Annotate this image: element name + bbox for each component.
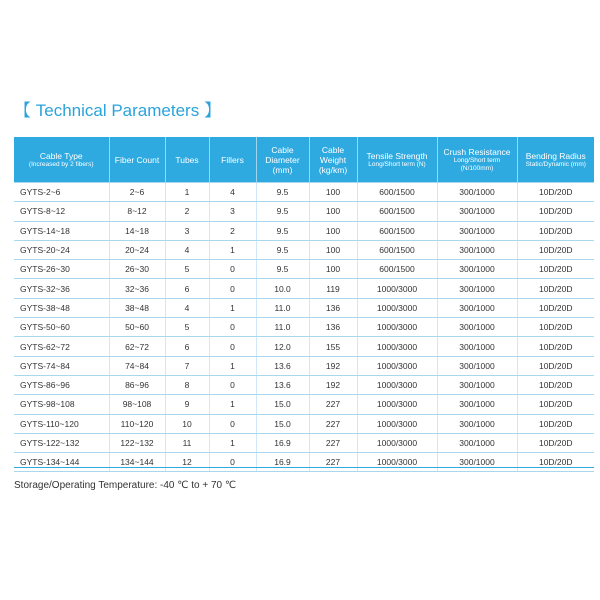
table-row — [14, 183, 594, 202]
cell-cable-weight: 100 — [309, 221, 357, 240]
cell-cable-type: GYTS-74~84 — [14, 356, 109, 375]
cell-cable-weight: 100 — [309, 240, 357, 259]
cell-cable-weight: 136 — [309, 318, 357, 337]
cell-cable-weight: 227 — [309, 453, 357, 472]
cell-cable-diameter: 16.9 — [256, 453, 309, 472]
cell-fiber-count: 20~24 — [109, 240, 165, 259]
header-label: Bending Radius — [525, 150, 586, 161]
table-row — [14, 414, 594, 433]
cell-bending-radius: 10D/20D — [517, 375, 594, 394]
cell-tubes: 4 — [165, 240, 209, 259]
cell-cable-weight: 100 — [309, 183, 357, 202]
header-label: Tubes — [175, 154, 199, 165]
cell-crush-resistance: 300/1000 — [437, 453, 517, 472]
cell-cable-diameter: 9.5 — [256, 221, 309, 240]
cell-fillers: 2 — [209, 221, 256, 240]
cell-tensile-strength: 1000/3000 — [357, 279, 437, 298]
header-cable-type — [14, 137, 109, 183]
cell-fillers: 0 — [209, 453, 256, 472]
table-row — [14, 375, 594, 394]
cell-bending-radius: 10D/20D — [517, 183, 594, 202]
header-tensile-strength — [357, 137, 437, 183]
cell-tensile-strength: 1000/3000 — [357, 298, 437, 317]
table-row — [14, 395, 594, 414]
cell-bending-radius: 10D/20D — [517, 298, 594, 317]
header-label: Cable Weight (kg/km) — [318, 144, 348, 175]
cell-cable-diameter: 11.0 — [256, 318, 309, 337]
cell-cable-type: GYTS-2~6 — [14, 183, 109, 202]
title-open-bracket: 【 — [14, 101, 31, 120]
cell-tensile-strength: 1000/3000 — [357, 395, 437, 414]
cell-cable-diameter: 9.5 — [256, 240, 309, 259]
table-row — [14, 240, 594, 259]
cell-fillers: 1 — [209, 240, 256, 259]
cell-tensile-strength: 600/1500 — [357, 221, 437, 240]
cell-cable-diameter: 9.5 — [256, 183, 309, 202]
cell-bending-radius: 10D/20D — [517, 433, 594, 452]
header-tubes — [165, 137, 209, 183]
header-sublabel: Long/Short term (N/100mm) — [453, 156, 501, 172]
table-row — [14, 260, 594, 279]
cell-tensile-strength: 1000/3000 — [357, 414, 437, 433]
table-header-row — [14, 137, 594, 183]
cell-bending-radius: 10D/20D — [517, 318, 594, 337]
cell-cable-weight: 192 — [309, 356, 357, 375]
table-row — [14, 453, 594, 472]
cell-fillers: 0 — [209, 375, 256, 394]
cell-tensile-strength: 600/1500 — [357, 183, 437, 202]
cell-tensile-strength: 1000/3000 — [357, 433, 437, 452]
cell-fillers: 0 — [209, 279, 256, 298]
cell-tensile-strength: 1000/3000 — [357, 453, 437, 472]
table-body — [14, 183, 594, 472]
cell-fillers: 0 — [209, 414, 256, 433]
cell-tubes: 6 — [165, 337, 209, 356]
cell-fiber-count: 38~48 — [109, 298, 165, 317]
header-label: Fiber Count — [114, 154, 160, 165]
cell-cable-diameter: 9.5 — [256, 260, 309, 279]
cell-crush-resistance: 300/1000 — [437, 202, 517, 221]
cell-fiber-count: 14~18 — [109, 221, 165, 240]
header-label: Crush Resistance — [443, 146, 511, 157]
cell-bending-radius: 10D/20D — [517, 395, 594, 414]
header-label: Cable Diameter (mm) — [265, 144, 300, 175]
cell-tubes: 7 — [165, 356, 209, 375]
cell-cable-diameter: 13.6 — [256, 375, 309, 394]
cell-bending-radius: 10D/20D — [517, 414, 594, 433]
cell-cable-type: GYTS-98~108 — [14, 395, 109, 414]
table-row — [14, 221, 594, 240]
footer-divider — [14, 467, 594, 468]
cell-crush-resistance: 300/1000 — [437, 298, 517, 317]
header-sublabel: Long/Short term (N) — [368, 160, 426, 168]
cell-bending-radius: 10D/20D — [517, 453, 594, 472]
cell-cable-diameter: 13.6 — [256, 356, 309, 375]
cell-fiber-count: 134~144 — [109, 453, 165, 472]
table-row — [14, 298, 594, 317]
cell-cable-weight: 119 — [309, 279, 357, 298]
cell-cable-type: GYTS-38~48 — [14, 298, 109, 317]
title-close-bracket: 】 — [203, 101, 221, 120]
cell-cable-weight: 227 — [309, 433, 357, 452]
cell-crush-resistance: 300/1000 — [437, 318, 517, 337]
cell-cable-type: GYTS-20~24 — [14, 240, 109, 259]
table-row — [14, 279, 594, 298]
cell-tubes: 9 — [165, 395, 209, 414]
cell-cable-type: GYTS-8~12 — [14, 202, 109, 221]
cell-fiber-count: 110~120 — [109, 414, 165, 433]
cell-cable-diameter: 10.0 — [256, 279, 309, 298]
cell-tubes: 4 — [165, 298, 209, 317]
cell-fillers: 3 — [209, 202, 256, 221]
cell-cable-weight: 100 — [309, 260, 357, 279]
technical-parameters-table-wrap — [14, 137, 594, 472]
cell-cable-type: GYTS-32~36 — [14, 279, 109, 298]
cell-bending-radius: 10D/20D — [517, 202, 594, 221]
cell-bending-radius: 10D/20D — [517, 356, 594, 375]
cell-crush-resistance: 300/1000 — [437, 395, 517, 414]
title-text: Technical Parameters — [35, 101, 200, 120]
header-cable-weight — [309, 137, 357, 183]
cell-tensile-strength: 1000/3000 — [357, 318, 437, 337]
cell-fillers: 1 — [209, 433, 256, 452]
cell-cable-type: GYTS-110~120 — [14, 414, 109, 433]
cell-cable-type: GYTS-14~18 — [14, 221, 109, 240]
cell-crush-resistance: 300/1000 — [437, 279, 517, 298]
cell-tubes: 1 — [165, 183, 209, 202]
cell-tensile-strength: 1000/3000 — [357, 375, 437, 394]
cell-crush-resistance: 300/1000 — [437, 375, 517, 394]
cell-cable-diameter: 9.5 — [256, 202, 309, 221]
cell-tensile-strength: 600/1500 — [357, 202, 437, 221]
cell-tubes: 3 — [165, 221, 209, 240]
table-row — [14, 356, 594, 375]
cell-cable-weight: 227 — [309, 395, 357, 414]
cell-cable-weight: 136 — [309, 298, 357, 317]
cell-bending-radius: 10D/20D — [517, 260, 594, 279]
cell-cable-type: GYTS-50~60 — [14, 318, 109, 337]
cell-cable-type: GYTS-26~30 — [14, 260, 109, 279]
cell-cable-weight: 227 — [309, 414, 357, 433]
cell-tubes: 8 — [165, 375, 209, 394]
cell-tubes: 5 — [165, 260, 209, 279]
header-label: Tensile Strength — [366, 150, 428, 161]
cell-tubes: 11 — [165, 433, 209, 452]
header-fiber-count — [109, 137, 165, 183]
cell-crush-resistance: 300/1000 — [437, 260, 517, 279]
cell-crush-resistance: 300/1000 — [437, 221, 517, 240]
cell-cable-diameter: 12.0 — [256, 337, 309, 356]
cell-bending-radius: 10D/20D — [517, 279, 594, 298]
cell-fillers: 1 — [209, 298, 256, 317]
table-row — [14, 433, 594, 452]
cell-cable-diameter: 15.0 — [256, 414, 309, 433]
cell-fillers: 0 — [209, 260, 256, 279]
cell-tensile-strength: 1000/3000 — [357, 337, 437, 356]
header-sublabel: (Increased by 2 fibers) — [28, 160, 94, 168]
cell-tensile-strength: 1000/3000 — [357, 356, 437, 375]
header-bending-radius — [517, 137, 594, 183]
storage-temperature-note: Storage/Operating Temperature: -40 ℃ to + 70 ℃ — [14, 480, 237, 491]
header-fillers — [209, 137, 256, 183]
table-row — [14, 318, 594, 337]
cell-fiber-count: 32~36 — [109, 279, 165, 298]
header-cable-diameter — [256, 137, 309, 183]
cell-bending-radius: 10D/20D — [517, 240, 594, 259]
cell-fiber-count: 74~84 — [109, 356, 165, 375]
cell-fiber-count: 98~108 — [109, 395, 165, 414]
page-title — [14, 96, 221, 121]
cell-bending-radius: 10D/20D — [517, 221, 594, 240]
cell-crush-resistance: 300/1000 — [437, 414, 517, 433]
cell-fillers: 0 — [209, 337, 256, 356]
cell-tubes: 12 — [165, 453, 209, 472]
header-label: Cable Type — [39, 150, 83, 161]
cell-crush-resistance: 300/1000 — [437, 433, 517, 452]
cell-tensile-strength: 600/1500 — [357, 240, 437, 259]
cell-tensile-strength: 600/1500 — [357, 260, 437, 279]
cell-cable-type: GYTS-134~144 — [14, 453, 109, 472]
cell-fiber-count: 8~12 — [109, 202, 165, 221]
header-label: Fillers — [221, 154, 244, 165]
header-crush-resistance — [437, 137, 517, 183]
cell-fiber-count: 2~6 — [109, 183, 165, 202]
cell-crush-resistance: 300/1000 — [437, 356, 517, 375]
cell-crush-resistance: 300/1000 — [437, 183, 517, 202]
cell-crush-resistance: 300/1000 — [437, 337, 517, 356]
cell-cable-type: GYTS-86~96 — [14, 375, 109, 394]
cell-tubes: 5 — [165, 318, 209, 337]
table-row — [14, 202, 594, 221]
cell-tubes: 6 — [165, 279, 209, 298]
cell-fillers: 4 — [209, 183, 256, 202]
cell-cable-type: GYTS-122~132 — [14, 433, 109, 452]
cell-cable-type: GYTS-62~72 — [14, 337, 109, 356]
cell-cable-diameter: 11.0 — [256, 298, 309, 317]
cell-fiber-count: 62~72 — [109, 337, 165, 356]
cell-bending-radius: 10D/20D — [517, 337, 594, 356]
header-sublabel: Static/Dynamic (mm) — [525, 160, 586, 168]
cell-fillers: 0 — [209, 318, 256, 337]
cell-fiber-count: 122~132 — [109, 433, 165, 452]
cell-crush-resistance: 300/1000 — [437, 240, 517, 259]
cell-fillers: 1 — [209, 395, 256, 414]
cell-cable-weight: 192 — [309, 375, 357, 394]
cell-fiber-count: 50~60 — [109, 318, 165, 337]
table-row — [14, 337, 594, 356]
cell-cable-diameter: 16.9 — [256, 433, 309, 452]
cell-fillers: 1 — [209, 356, 256, 375]
cell-fiber-count: 26~30 — [109, 260, 165, 279]
technical-parameters-table — [14, 137, 594, 472]
cell-tubes: 10 — [165, 414, 209, 433]
cell-cable-weight: 155 — [309, 337, 357, 356]
cell-cable-weight: 100 — [309, 202, 357, 221]
cell-cable-diameter: 15.0 — [256, 395, 309, 414]
cell-tubes: 2 — [165, 202, 209, 221]
cell-fiber-count: 86~96 — [109, 375, 165, 394]
